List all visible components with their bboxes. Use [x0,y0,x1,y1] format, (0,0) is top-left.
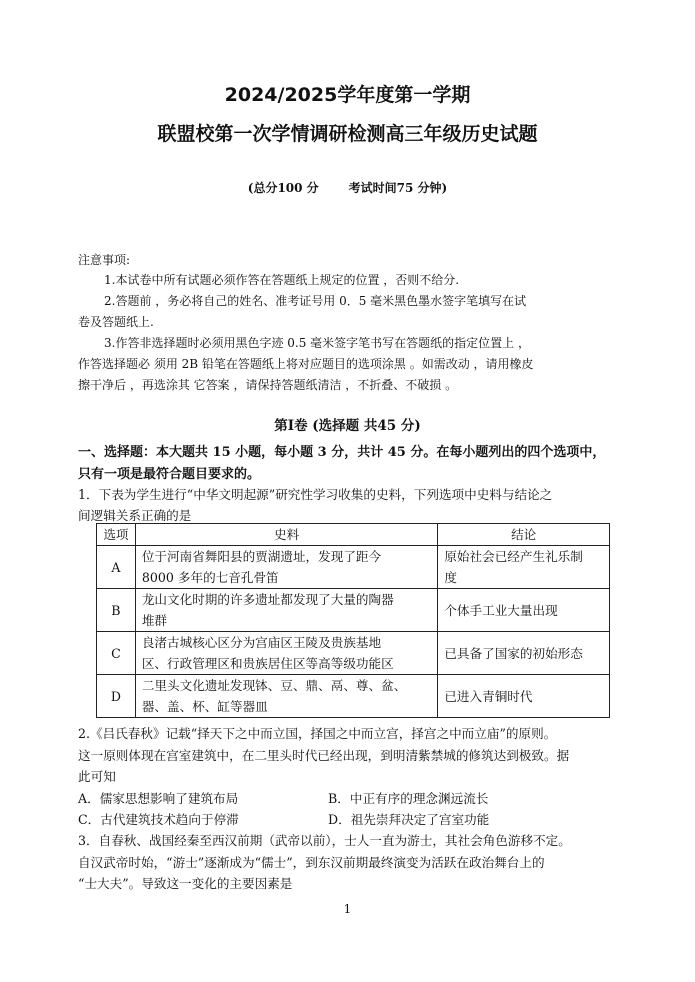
exam-subtitle [0,179,695,196]
term-title: 2024/2025学年度第一学期 [224,84,471,106]
table-cell-source: 良渚古城核心区分为宫庙区王陵及贵族基地 区、行政管理区和贵族居住区等高等级功能区 [135,632,437,675]
table-cell-conclusion: 已具备了国家的初始形态 [438,632,610,675]
table-cell-option: A [97,546,136,589]
question-2-option-a: A．儒家思想影响了建筑布局 [78,791,239,806]
question-2-option-d: D．祖先崇拜决定了宫室功能 [328,812,490,827]
table-cell-source: 龙山文化时期的许多遗址都发现了大量的陶器 堆群 [135,589,437,632]
table-header-row [97,524,610,546]
question-3-stem: 自汉武帝时始，“游士”逐渐成为“儒士”，到东汉前期最终演变为活跃在政治舞台上的 [78,855,545,870]
section-title: 第Ⅰ卷 (选择题 共45 分) [274,418,421,434]
page-number: 1 [343,902,352,916]
table-cell-option: B [97,589,136,632]
note-item: 2.答题前 ，务必将自己的姓名、准考证号用 0．5 毫米黑色墨水签字笔填写在试 [104,294,527,308]
table-row [97,675,610,718]
table-header-conclusion: 结论 [438,524,610,546]
note-item: 卷及答题纸上. [78,315,154,329]
score-info: (总分100 分 [247,181,319,195]
section-instruction: 只有一项是最符合题目要求的。 [78,467,261,482]
table-row [97,546,610,589]
note-item: 擦干净后 ，再选涂其 它答案 ，请保持答题纸清洁 ，不折叠、不破损 。 [78,378,458,392]
question-2-stem: 此可知 [78,769,116,784]
table-cell-source: 二里头文化遗址发现钵、豆、鼎、鬲、尊、盆、 器、盖、杯、缸等器皿 [135,675,437,718]
question-2-stem: 这一原则体现在宫室建筑中，在二里头时代已经出现，到明清紫禁城的修筑达到极致。据 [78,748,570,763]
table-row [97,632,610,675]
question-3-stem: “士大夫”。导致这一变化的主要因素是 [78,876,293,891]
note-item: 3.作答非选择题时必须用黑色字迹 0.5 毫米签字笔书写在答题纸的指定位置上 ， [104,336,530,350]
notes-heading: 注意事项: [78,253,131,267]
table-header-option: 选项 [97,524,136,546]
question-2-stem: 2.《吕氏春秋》记载“择天下之中而立国，择国之中而立宫，择宫之中而立庙”的原则。 [78,726,557,741]
section-instruction: 一、选择题：本大题共 15 小题，每小题 3 分，共计 45 分。在每小题列出的四个选项中， [78,445,606,460]
time-info: 考试时间75 分钟) [348,181,448,195]
note-item: 作答选择题必 须用 2B 铅笔在答题纸上将对应题目的选项涂黑 。如需改动 ，请用橡皮 [78,357,534,371]
exam-title: 联盟校第一次学情调研检测高三年级历史试题 [157,123,538,145]
table-header-source: 史料 [135,524,437,546]
table-cell-source: 位于河南省舞阳县的贾湖遗址，发现了距今 8000 多年的七音孔骨笛 [135,546,437,589]
question-1-stem: 1．下表为学生进行“中华文明起源”研究性学习收集的史料，下列选项中史料与结论之 [78,487,553,502]
question-1-table [96,523,610,718]
table-cell-option: D [97,675,136,718]
question-1-stem: 间逻辑关系正确的是 [78,508,192,523]
table-cell-conclusion: 原始社会已经产生礼乐制 度 [438,546,610,589]
note-item: 1.本试卷中所有试题必须作答在答题纸上规定的位置 ，否则不给分. [104,273,460,287]
table-row [97,589,610,632]
question-2-option-c: C．古代建筑技术趋向于停滞 [78,812,239,827]
question-3-stem: 3．自春秋、战国经秦至西汉前期（武帝以前），士人一直为游士，其社会角色游移不定。 [78,833,571,848]
table-cell-conclusion: 已进入青铜时代 [438,675,610,718]
table-cell-conclusion: 个体手工业大量出现 [438,589,610,632]
question-2-option-b: B．中正有序的理念渊远流长 [328,791,489,806]
table-cell-option: C [97,632,136,675]
